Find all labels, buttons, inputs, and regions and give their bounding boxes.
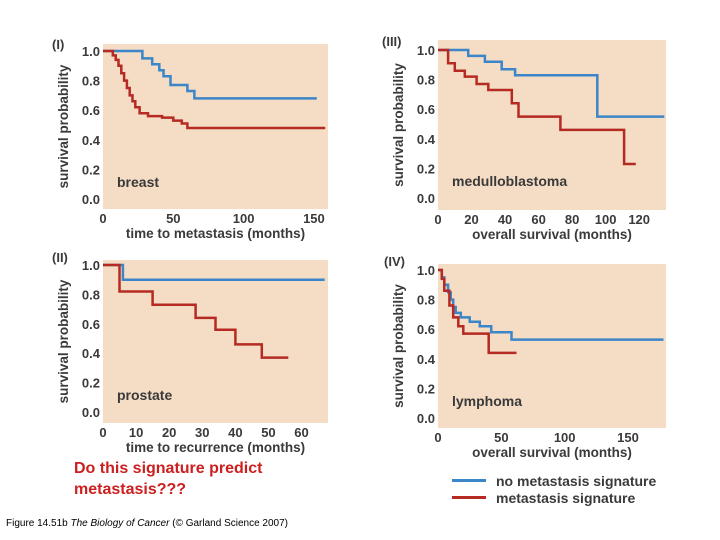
y-tick-label: 0.2 — [81, 162, 100, 178]
question-text: Do this signature predict metastasis??? — [74, 460, 263, 498]
y-tick-label: 0.2 — [416, 381, 435, 397]
x-axis-label: overall survival (months) — [472, 445, 632, 460]
y-tick-label: 0.8 — [416, 292, 435, 308]
y-tick-label: 1.0 — [416, 43, 435, 58]
panel-label: (II) — [52, 250, 68, 265]
panel-annotation: medulloblastoma — [452, 173, 568, 190]
x-tick-label: 0 — [99, 211, 107, 226]
x-tick-label: 100 — [594, 212, 617, 227]
y-tick-label: 0.4 — [416, 131, 435, 147]
panel-label: (IV) — [384, 254, 405, 269]
caption-book: The Biology of Cancer — [70, 518, 170, 529]
x-tick-label: 100 — [553, 430, 576, 445]
x-tick-label: 80 — [564, 212, 580, 227]
y-tick-label: 0.8 — [81, 287, 100, 303]
x-tick-label: 60 — [294, 425, 309, 440]
caption-figure: Figure 14.51b — [6, 518, 68, 529]
panel-label: (I) — [52, 37, 65, 52]
panel-label: (III) — [382, 34, 402, 49]
y-axis-label: survival probability — [56, 64, 71, 189]
x-tick-label: 30 — [195, 425, 210, 440]
y-tick-label: 0.8 — [81, 73, 100, 89]
x-tick-label: 60 — [531, 212, 546, 227]
y-tick-label: 0.6 — [416, 322, 435, 338]
y-tick-label: 0.4 — [81, 346, 100, 362]
y-tick-label: 0.0 — [81, 192, 100, 207]
x-tick-label: 120 — [628, 212, 651, 227]
y-tick-label: 0.2 — [416, 161, 435, 177]
chart-panel-medulloblastoma — [382, 34, 666, 242]
y-tick-label: 1.0 — [81, 44, 100, 59]
x-tick-label: 0 — [434, 430, 442, 445]
y-tick-label: 1.0 — [81, 258, 100, 273]
y-tick-label: 0.8 — [416, 72, 435, 88]
chart-panel-prostate — [52, 250, 328, 455]
y-tick-label: 0.6 — [81, 316, 100, 332]
x-axis-label: time to metastasis (months) — [125, 226, 306, 241]
legend-swatch-metastasis — [452, 496, 486, 499]
x-tick-label: 50 — [261, 425, 276, 440]
caption-publisher: (© Garland Science 2007) — [172, 518, 288, 529]
legend-swatch-no-metastasis — [452, 479, 486, 482]
panel-annotation: breast — [117, 174, 160, 191]
y-tick-label: 0.2 — [81, 375, 100, 391]
y-axis-label: survival probability — [391, 284, 406, 408]
chart-panel-breast — [52, 37, 328, 241]
y-tick-label: 0.6 — [81, 103, 100, 119]
y-tick-label: 1.0 — [416, 263, 435, 278]
y-tick-label: 0.0 — [416, 411, 435, 426]
x-tick-label: 50 — [494, 430, 509, 445]
x-tick-label: 40 — [497, 212, 513, 227]
legend — [452, 472, 692, 506]
y-tick-label: 0.6 — [416, 102, 435, 118]
y-tick-label: 0.0 — [416, 191, 435, 206]
x-tick-label: 20 — [161, 425, 177, 440]
x-tick-label: 40 — [228, 425, 243, 440]
legend-item — [452, 489, 692, 506]
panel-annotation: lymphoma — [452, 393, 523, 410]
y-tick-label: 0.4 — [81, 132, 100, 148]
x-tick-label: 10 — [128, 425, 144, 440]
x-tick-label: 0 — [99, 425, 107, 440]
figure-caption — [6, 518, 288, 529]
x-tick-label: 150 — [617, 430, 639, 445]
chart-panel-lymphoma — [384, 254, 666, 460]
x-tick-label: 50 — [166, 211, 181, 226]
x-tick-label: 20 — [464, 212, 479, 227]
y-tick-label: 0.4 — [416, 351, 435, 367]
legend-label: metastasis signature — [496, 489, 636, 506]
y-tick-label: 0.0 — [81, 405, 100, 420]
legend-item — [452, 472, 692, 489]
panel-annotation: prostate — [117, 387, 173, 404]
x-tick-label: 0 — [434, 212, 442, 227]
x-tick-label: 150 — [303, 211, 325, 226]
x-axis-label: time to recurrence (months) — [125, 440, 306, 455]
y-axis-label: survival probability — [56, 279, 71, 404]
x-tick-label: 100 — [232, 211, 255, 226]
y-axis-label: survival probability — [391, 63, 406, 187]
x-axis-label: overall survival (months) — [472, 227, 632, 242]
legend-label: no metastasis signature — [496, 472, 657, 489]
